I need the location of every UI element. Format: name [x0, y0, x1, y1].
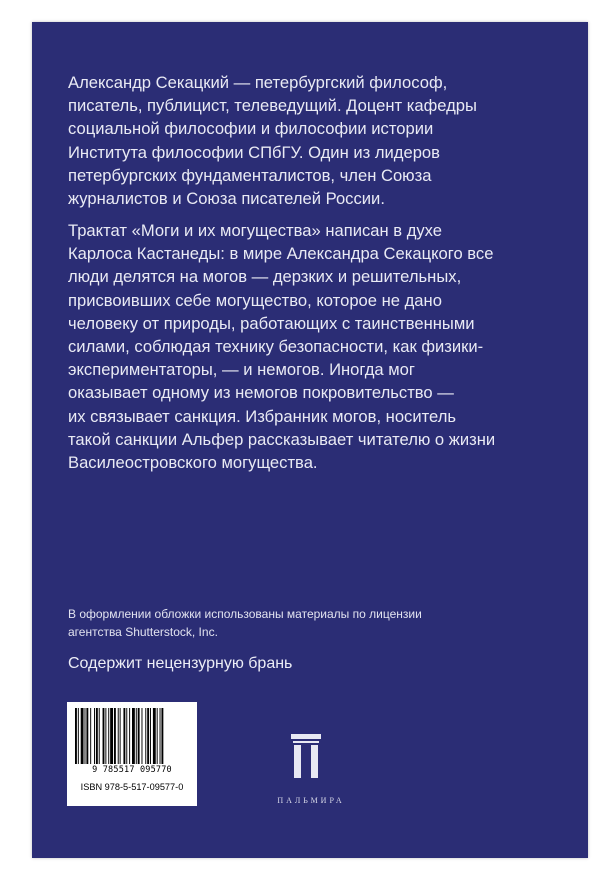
author-bio-text: Александр Секацкий — петербургский философ, писатель, публицист, телеведущий. Доцент кафедры социальной философии и философии истории Института философии СПбГУ. Один из лидеров петербургских фундаменталистов, член Союза журналистов и Союза писателей России. — [68, 73, 477, 209]
publisher-name: ПАЛЬМИРА — [277, 796, 345, 805]
isbn-number: ISBN 978-5-517-09577-0 — [80, 782, 184, 792]
book-annotation-text: Трактат «Моги и их могущества» написан в духе Карлоса Кастанеды: в мире Александра Секацкого все люди делятся на могов — дерзких и решительных, присвоивших себе могущество, которое не дано человеку от природы, работающих с таинственными силами, соблюдая технику безопасности, как физики- экспериментаторы, — и немогов. Иногда мог оказывает одному из немогов покровительство — их связывает санкция. Избранник могов, носитель такой санкции Альфер рассказывает читателю о жизни Василеостровского могущества. — [68, 221, 496, 473]
barcode-label — [67, 702, 197, 806]
barcode-icon — [73, 708, 191, 766]
content-warning: Содержит нецензурную брань — [68, 655, 293, 672]
barcode-digits: 9 785517 095770 — [92, 765, 172, 775]
author-bio — [68, 71, 498, 210]
book-annotation — [68, 219, 498, 474]
portal-columns-icon — [291, 734, 321, 778]
image-credit-note: В оформлении обложки использованы материалы по лицензии агентства Shutterstock, Inc. — [68, 607, 422, 639]
